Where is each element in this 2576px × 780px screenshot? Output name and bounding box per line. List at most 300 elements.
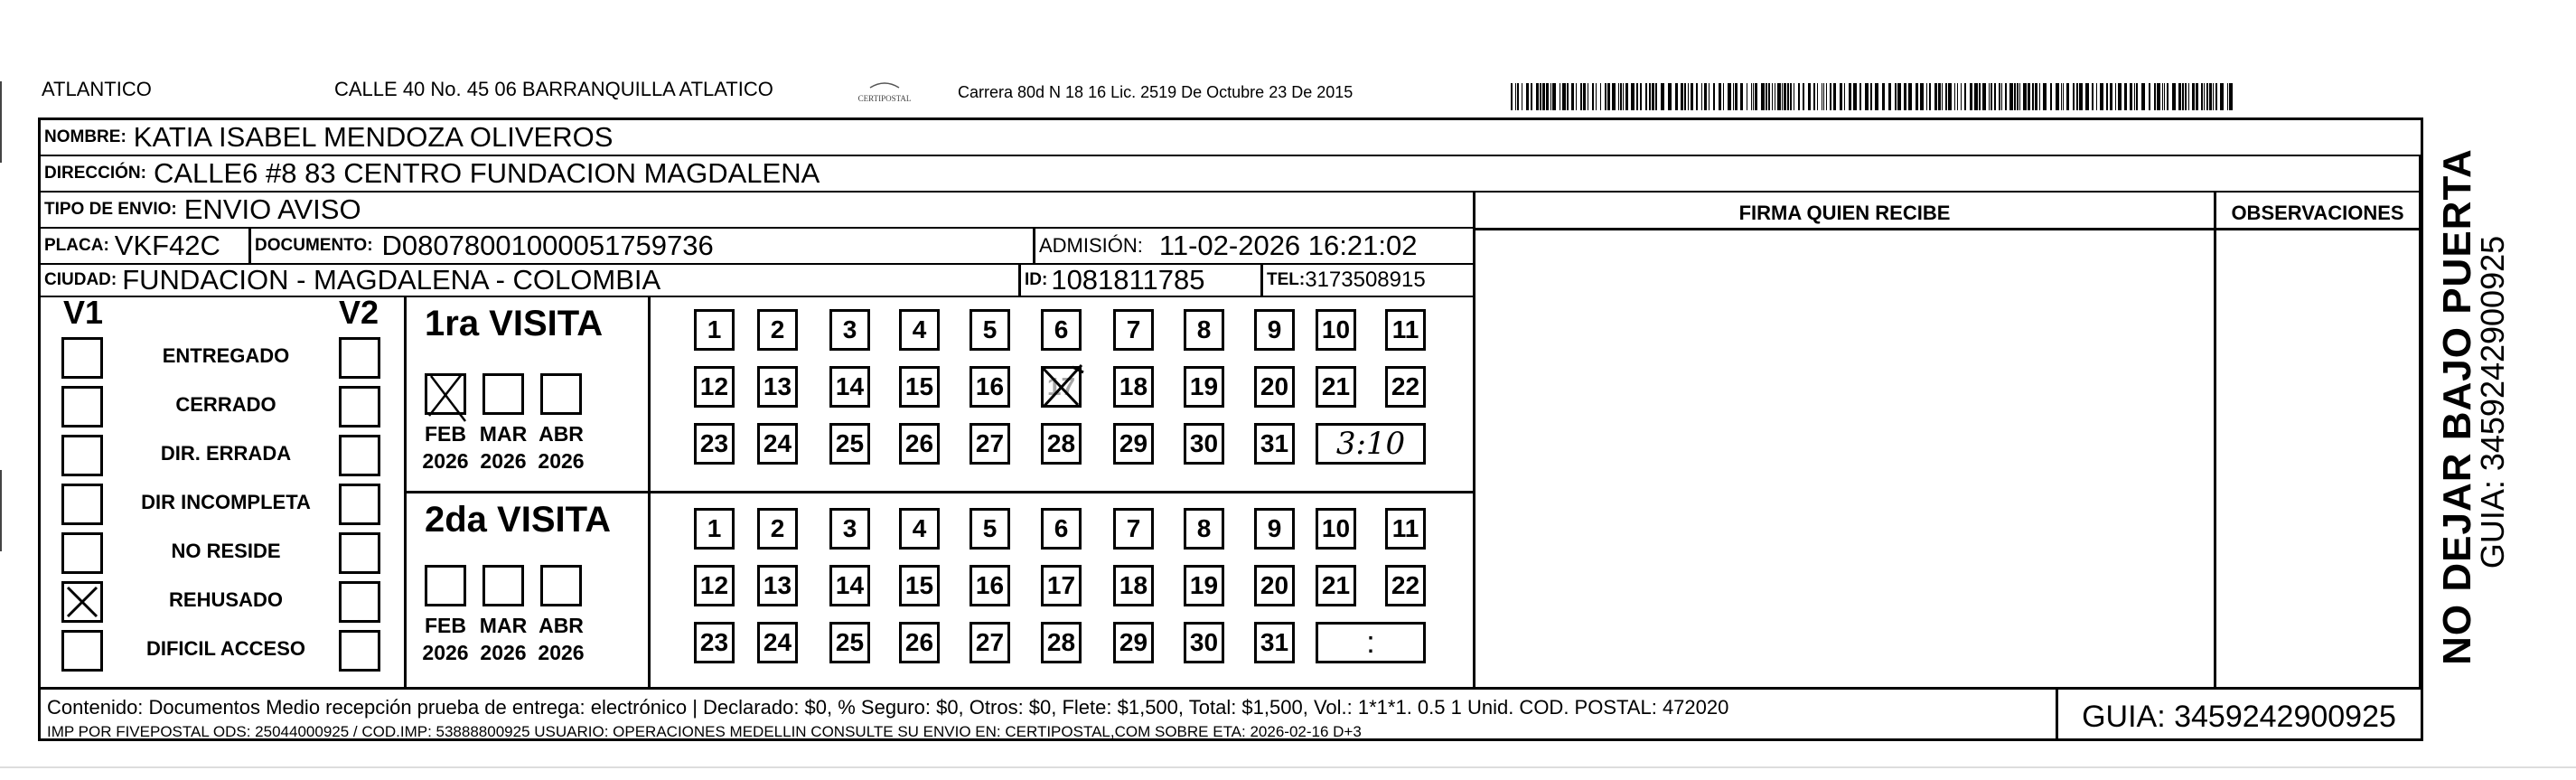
barcode-icon	[1509, 81, 2241, 112]
barcode-bar	[2206, 83, 2208, 110]
day-box[interactable]: 5	[970, 309, 1010, 351]
barcode-bar	[2100, 83, 2103, 110]
day-box[interactable]: 1	[694, 508, 735, 550]
footer-guia: GUIA: 3459242900925	[2082, 700, 2396, 734]
barcode-bar	[1709, 83, 1710, 110]
x-mark-icon	[422, 369, 469, 425]
barcode-bar	[1954, 83, 1955, 110]
barcode-bar	[1942, 83, 1943, 110]
day-box[interactable]: 14	[829, 565, 870, 606]
header-region: ATLANTICO	[42, 78, 152, 100]
day-box[interactable]: 22	[1385, 565, 1426, 606]
day-box[interactable]: 7	[1113, 309, 1154, 351]
barcode-bar	[2066, 83, 2069, 110]
barcode-bar	[1970, 83, 1972, 110]
firma-header: FIRMA QUIEN RECIBE	[1738, 202, 1951, 224]
id-value: 1081811785	[1051, 265, 1205, 296]
barcode-bar	[1777, 83, 1781, 110]
month-year: 2026	[422, 449, 469, 473]
barcode-bar	[2106, 83, 2108, 110]
barcode-bar	[1926, 83, 1927, 110]
barcode-bar	[2001, 83, 2002, 110]
x-mark-icon	[1036, 360, 1091, 414]
day-box[interactable]: 14	[829, 366, 870, 408]
barcode-bar	[1979, 83, 1981, 110]
day-box[interactable]: 17	[1041, 565, 1082, 606]
time-box[interactable]: :	[1316, 622, 1426, 663]
footer-impresion: IMP POR FIVEPOSTAL ODS: 25044000925 / COD.IMP: 53888800925 USUARIO: OPERACIONES MEDELLIN CONSULTE SU ENVIO EN: CERTIPOSTAL,COM SOBRE ETA: 2026-02-16 D+3	[47, 723, 1362, 740]
barcode-bar	[1691, 83, 1693, 110]
barcode-bar	[1961, 83, 1962, 110]
barcode-bar	[1576, 83, 1577, 110]
barcode-bar	[2061, 83, 2062, 110]
barcode-bar	[2092, 83, 2094, 110]
barcode-bar	[1974, 83, 1978, 110]
row-nombre	[41, 120, 2421, 156]
barcode-bar	[1719, 83, 1721, 110]
barcode-bar	[1701, 83, 1702, 110]
barcode-bar	[2073, 83, 2075, 110]
barcode-bar	[1612, 83, 1616, 110]
barcode-bar	[1798, 83, 1800, 110]
divider	[248, 229, 251, 265]
day-box[interactable]: 9	[1254, 309, 1295, 351]
barcode-bar	[1833, 83, 1836, 110]
row-admision	[1035, 229, 1473, 265]
documento-label: DOCUMENTO:	[255, 236, 373, 255]
barcode-bar	[1772, 83, 1773, 110]
day-box[interactable]: 27	[970, 423, 1010, 465]
barcode-bar	[2096, 83, 2097, 110]
divider	[1033, 229, 1035, 265]
barcode-bar	[1784, 83, 1786, 110]
barcode-bar	[1620, 83, 1622, 110]
barcode-bar	[1562, 83, 1566, 110]
day-box[interactable]: 27	[970, 622, 1010, 663]
barcode-bar	[1766, 83, 1767, 110]
day-box[interactable]: 23	[694, 622, 735, 663]
barcode-bar	[2043, 83, 2047, 110]
barcode-bar	[1592, 83, 1594, 110]
tipo-value: ENVIO AVISO	[183, 193, 361, 225]
day-box[interactable]: 9	[1254, 508, 1295, 550]
barcode-bar	[2056, 83, 2059, 110]
direccion-value: CALLE6 #8 83 CENTRO FUNDACION MAGDALENA	[153, 157, 820, 189]
barcode-bar	[2110, 83, 2112, 110]
barcode-bar	[1713, 83, 1715, 110]
barcode-bar	[2229, 83, 2233, 110]
day-box[interactable]: 8	[1184, 309, 1224, 351]
barcode-bar	[1600, 83, 1601, 110]
barcode-bar	[1957, 83, 1958, 110]
barcode-bar	[1511, 83, 1513, 110]
footer-contenido: Contenido: Documentos Medio recepción prueba de entrega: electrónico | Declarado: $0, % Seguro: $0, Otros: $0, Flete: $1,500, Total: $1,500, Vol.: 1*1*1. 0.5 1 Unid. COD. POSTAL: 472020	[47, 696, 1729, 719]
month-label	[529, 420, 593, 475]
right-column-divider	[2419, 156, 2421, 688]
divider	[1018, 265, 1021, 297]
barcode-bar	[1904, 83, 1906, 110]
barcode-bar	[1768, 83, 1770, 110]
barcode	[1509, 81, 2241, 112]
row-tel	[1263, 265, 1473, 297]
barcode-bar	[1989, 83, 1990, 110]
barcode-bar	[2188, 83, 2189, 110]
visits-divider	[404, 491, 1473, 493]
tel-label: TEL:	[1267, 270, 1306, 289]
day-box[interactable]: 29	[1113, 622, 1154, 663]
barcode-bar	[1571, 83, 1574, 110]
row-direccion	[41, 156, 2421, 193]
day-box[interactable]: 28	[1041, 622, 1082, 663]
day-box[interactable]: 6	[1041, 309, 1082, 351]
barcode-bar	[1865, 83, 1869, 110]
tipo-label: TIPO DE ENVIO:	[44, 200, 177, 219]
month-name: MAR	[479, 614, 528, 637]
barcode-bar	[1948, 83, 1952, 110]
barcode-bar	[1526, 83, 1529, 110]
day-box[interactable]: 15	[899, 565, 940, 606]
day-box[interactable]: 18	[1113, 565, 1154, 606]
barcode-bar	[1808, 83, 1811, 110]
day-box[interactable]: 13	[757, 366, 798, 408]
documento-value: D08078001000051759736	[381, 230, 714, 261]
barcode-bar	[2019, 83, 2020, 110]
logo-text: CERTIPOSTAL	[857, 94, 912, 103]
day-box[interactable]: 10	[1316, 309, 1356, 351]
barcode-bar	[1895, 83, 1897, 110]
row-documento	[251, 229, 1033, 265]
day-box[interactable]: 12	[694, 366, 735, 408]
barcode-bar	[1631, 83, 1635, 110]
barcode-bar	[1991, 83, 1992, 110]
barcode-bar	[1605, 83, 1606, 110]
firma-column-divider	[1473, 193, 1475, 688]
header-address: CALLE 40 No. 45 06 BARRANQUILLA ATLATICO	[334, 78, 773, 100]
barcode-bar	[1897, 83, 1901, 110]
barcode-bar	[1531, 83, 1532, 110]
barcode-bar	[1849, 83, 1851, 110]
month-year: 2026	[538, 449, 585, 473]
ciudad-label: CIUDAD:	[44, 270, 117, 289]
visit-option-label: DIR INCOMPLETA	[141, 491, 311, 513]
barcode-bar	[2167, 83, 2169, 110]
placa-label: PLACA:	[44, 236, 109, 255]
day-box[interactable]: 15	[899, 366, 940, 408]
day-box[interactable]: 24	[757, 622, 798, 663]
barcode-bar	[1844, 83, 1845, 110]
barcode-bar	[1826, 83, 1827, 110]
day-box[interactable]: 3	[829, 309, 870, 351]
barcode-bar	[2032, 83, 2034, 110]
barcode-bar	[1870, 83, 1872, 110]
barcode-bar	[1735, 83, 1738, 110]
barcode-bar	[1790, 83, 1792, 110]
day-box[interactable]: 21	[1316, 366, 1356, 408]
barcode-bar	[1552, 83, 1556, 110]
barcode-bar	[1580, 83, 1582, 110]
barcode-bar	[2039, 83, 2040, 110]
barcode-bar	[2215, 83, 2217, 110]
barcode-bar	[1787, 83, 1789, 110]
barcode-bar	[1964, 83, 1966, 110]
month-checkbox[interactable]	[425, 373, 466, 415]
barcode-bar	[1636, 83, 1638, 110]
barcode-bar	[1652, 83, 1654, 110]
barcode-bar	[1607, 83, 1610, 110]
day-box[interactable]: 13	[757, 565, 798, 606]
v2-title: V2	[339, 294, 379, 331]
day-box[interactable]: 2	[757, 508, 798, 550]
barcode-bar	[2050, 83, 2052, 110]
day-box[interactable]: 24	[757, 423, 798, 465]
month-name: ABR	[539, 614, 584, 637]
day-box[interactable]: 12	[694, 565, 735, 606]
scan-edge-mark	[0, 81, 2, 163]
scan-bottom-line	[0, 766, 2576, 768]
barcode-bar	[1875, 83, 1878, 110]
barcode-bar	[1640, 83, 1642, 110]
barcode-bar	[1728, 83, 1731, 110]
barcode-bar	[2185, 83, 2187, 110]
barcode-bar	[1813, 83, 1815, 110]
barcode-bar	[2227, 83, 2228, 110]
scan-edge-mark	[0, 470, 2, 551]
no-dejar-bajo-puerta: NO DEJAR BAJO PUERTA	[2435, 148, 2479, 665]
month-checkbox[interactable]	[540, 565, 582, 606]
barcode-bar	[2009, 83, 2013, 110]
header-license: Carrera 80d N 18 16 Lic. 2519 De Octubre 23 De 2015	[958, 83, 1354, 101]
barcode-bar	[1751, 83, 1752, 110]
barcode-bar	[1908, 83, 1912, 110]
divider	[1260, 265, 1263, 297]
footer-divider	[41, 687, 2421, 690]
observaciones-header: OBSERVACIONES	[2231, 202, 2404, 224]
day-box[interactable]: 1	[694, 309, 735, 351]
barcode-bar	[1934, 83, 1937, 110]
side-guia-text: GUIA: 3459242900925	[2474, 235, 2511, 569]
barcode-bar	[1542, 83, 1545, 110]
day-box[interactable]: 21	[1316, 565, 1356, 606]
visit-option-label: REHUSADO	[169, 588, 283, 611]
barcode-bar	[1546, 83, 1549, 110]
barcode-bar	[2220, 83, 2224, 110]
month-year: 2026	[480, 449, 527, 473]
barcode-bar	[1753, 83, 1754, 110]
row-tipo	[41, 193, 1473, 229]
day-box[interactable]: 7	[1113, 508, 1154, 550]
visit-option-label: NO RESIDE	[171, 540, 281, 562]
barcode-bar	[2035, 83, 2037, 110]
day-box[interactable]: 8	[1184, 508, 1224, 550]
day-box[interactable]: 30	[1184, 622, 1224, 663]
month-name: FEB	[425, 614, 466, 637]
barcode-bar	[2118, 83, 2122, 110]
barcode-bar	[1817, 83, 1818, 110]
row-ciudad	[41, 265, 1018, 297]
day-box[interactable]: 20	[1254, 366, 1295, 408]
barcode-bar	[2204, 83, 2205, 110]
day-box[interactable]: 16	[970, 366, 1010, 408]
v1-title: V1	[63, 294, 104, 331]
visit-option-label: ENTREGADO	[162, 344, 290, 367]
barcode-bar	[1859, 83, 1861, 110]
month-year: 2026	[480, 641, 527, 664]
barcode-bar	[1840, 83, 1842, 110]
barcode-bar	[1920, 83, 1924, 110]
barcode-bar	[1755, 83, 1757, 110]
admision-label: ADMISIÓN:	[1039, 234, 1143, 257]
barcode-bar	[1803, 83, 1804, 110]
barcode-bar	[1596, 83, 1597, 110]
barcode-bar	[1882, 83, 1885, 110]
barcode-bar	[2149, 83, 2150, 110]
barcode-bar	[2028, 83, 2030, 110]
day-box[interactable]: 25	[829, 622, 870, 663]
admision-value: 11-02-2026 16:21:02	[1158, 230, 1418, 261]
month-label	[472, 420, 535, 475]
first-visit-title: 1ra VISITA	[425, 304, 604, 343]
month-checkbox[interactable]	[482, 373, 524, 415]
barcode-bar	[2182, 83, 2184, 110]
barcode-bar	[2014, 83, 2016, 110]
barcode-bar	[1740, 83, 1743, 110]
barcode-bar	[1540, 83, 1541, 110]
day-box[interactable]: 26	[899, 423, 940, 465]
barcode-bar	[2154, 83, 2156, 110]
barcode-bar	[2178, 83, 2181, 110]
barcode-bar	[2201, 83, 2203, 110]
month-label	[529, 612, 593, 666]
day-box[interactable]: 4	[899, 508, 940, 550]
day-box[interactable]: 23	[694, 423, 735, 465]
day-box[interactable]: 17	[1041, 366, 1082, 408]
barcode-bar	[1688, 83, 1689, 110]
barcode-bar	[2136, 83, 2138, 110]
day-box[interactable]: 6	[1041, 508, 1082, 550]
day-box[interactable]: 5	[970, 508, 1010, 550]
direccion-label: DIRECCIÓN:	[44, 164, 146, 183]
barcode-bar	[1567, 83, 1569, 110]
tel-value: 3173508915	[1305, 268, 1426, 292]
barcode-bar	[1982, 83, 1986, 110]
day-box[interactable]: 19	[1184, 565, 1224, 606]
barcode-bar	[2017, 83, 2019, 110]
month-name: ABR	[539, 422, 584, 446]
month-checkbox[interactable]	[482, 565, 524, 606]
month-name: MAR	[479, 422, 528, 446]
visit-option-label: DIR. ERRADA	[160, 442, 292, 465]
month-checkbox[interactable]	[425, 565, 466, 606]
visit-option-label: DIFICIL ACCESO	[145, 637, 305, 660]
day-box[interactable]: 11	[1385, 508, 1426, 550]
time-box[interactable]: 3:10	[1316, 423, 1426, 465]
barcode-bar	[1733, 83, 1734, 110]
ciudad-value: FUNDACION - MAGDALENA - COLOMBIA	[122, 265, 661, 296]
observaciones-column-divider	[2214, 193, 2216, 688]
day-box[interactable]: 3	[829, 508, 870, 550]
barcode-bar	[2079, 83, 2083, 110]
day-box[interactable]: 19	[1184, 366, 1224, 408]
barcode-bar	[1888, 83, 1891, 110]
month-year: 2026	[538, 641, 585, 664]
barcode-bar	[1517, 83, 1519, 110]
day-box[interactable]: 10	[1316, 508, 1356, 550]
day-box[interactable]: 4	[899, 309, 940, 351]
barcode-bar	[1668, 83, 1672, 110]
barcode-bar	[1681, 83, 1683, 110]
day-box[interactable]: 31	[1254, 622, 1295, 663]
barcode-bar	[1550, 83, 1551, 110]
barcode-bar	[1684, 83, 1686, 110]
barcode-bar	[1515, 83, 1516, 110]
barcode-bar	[1704, 83, 1707, 110]
barcode-bar	[2115, 83, 2116, 110]
day-box[interactable]: 29	[1113, 423, 1154, 465]
barcode-bar	[1938, 83, 1941, 110]
day-box[interactable]: 2	[757, 309, 798, 351]
day-box[interactable]: 30	[1184, 423, 1224, 465]
barcode-bar	[2076, 83, 2078, 110]
month-label	[414, 612, 477, 666]
barcode-bar	[1945, 83, 1947, 110]
month-name: FEB	[425, 422, 466, 446]
barcode-bar	[1723, 83, 1724, 110]
barcode-bar	[2134, 83, 2135, 110]
visit-option-label: CERRADO	[175, 393, 276, 416]
barcode-bar	[1618, 83, 1619, 110]
barcode-bar	[1583, 83, 1586, 110]
barcode-bar	[2172, 83, 2176, 110]
barcode-bar	[1675, 83, 1678, 110]
logo-arc-icon	[845, 79, 924, 89]
day-box[interactable]: 16	[970, 565, 1010, 606]
barcode-bar	[2164, 83, 2165, 110]
day-box[interactable]: 26	[899, 622, 940, 663]
barcode-bar	[1929, 83, 1931, 110]
day-box[interactable]: 22	[1385, 366, 1426, 408]
day-box[interactable]: 31	[1254, 423, 1295, 465]
barcode-bar	[1625, 83, 1628, 110]
barcode-bar	[2209, 83, 2212, 110]
day-box[interactable]: 28	[1041, 423, 1082, 465]
barcode-bar	[2162, 83, 2163, 110]
barcode-bar	[2141, 83, 2145, 110]
day-box[interactable]: 18	[1113, 366, 1154, 408]
month-year: 2026	[422, 641, 469, 664]
barcode-bar	[1696, 83, 1698, 110]
barcode-bar	[2085, 83, 2089, 110]
barcode-bar	[1823, 83, 1824, 110]
side-guia	[2474, 203, 2519, 601]
day-box[interactable]: 11	[1385, 309, 1426, 351]
barcode-bar	[2213, 83, 2214, 110]
barcode-bar	[2124, 83, 2127, 110]
row-placa	[41, 229, 248, 265]
month-checkbox[interactable]	[540, 373, 582, 415]
barcode-bar	[1782, 83, 1783, 110]
barcode-bar	[2023, 83, 2027, 110]
placa-value: VKF42C	[114, 230, 220, 261]
barcode-bar	[2157, 83, 2160, 110]
barcode-bar	[1536, 83, 1539, 110]
barcode-bar	[1645, 83, 1647, 110]
day-box[interactable]: 25	[829, 423, 870, 465]
nombre-value: KATIA ISABEL MENDOZA OLIVEROS	[133, 121, 614, 153]
day-box[interactable]: 20	[1254, 565, 1295, 606]
barcode-bar	[2192, 83, 2195, 110]
month-label	[472, 612, 535, 666]
barcode-bar	[1661, 83, 1664, 110]
